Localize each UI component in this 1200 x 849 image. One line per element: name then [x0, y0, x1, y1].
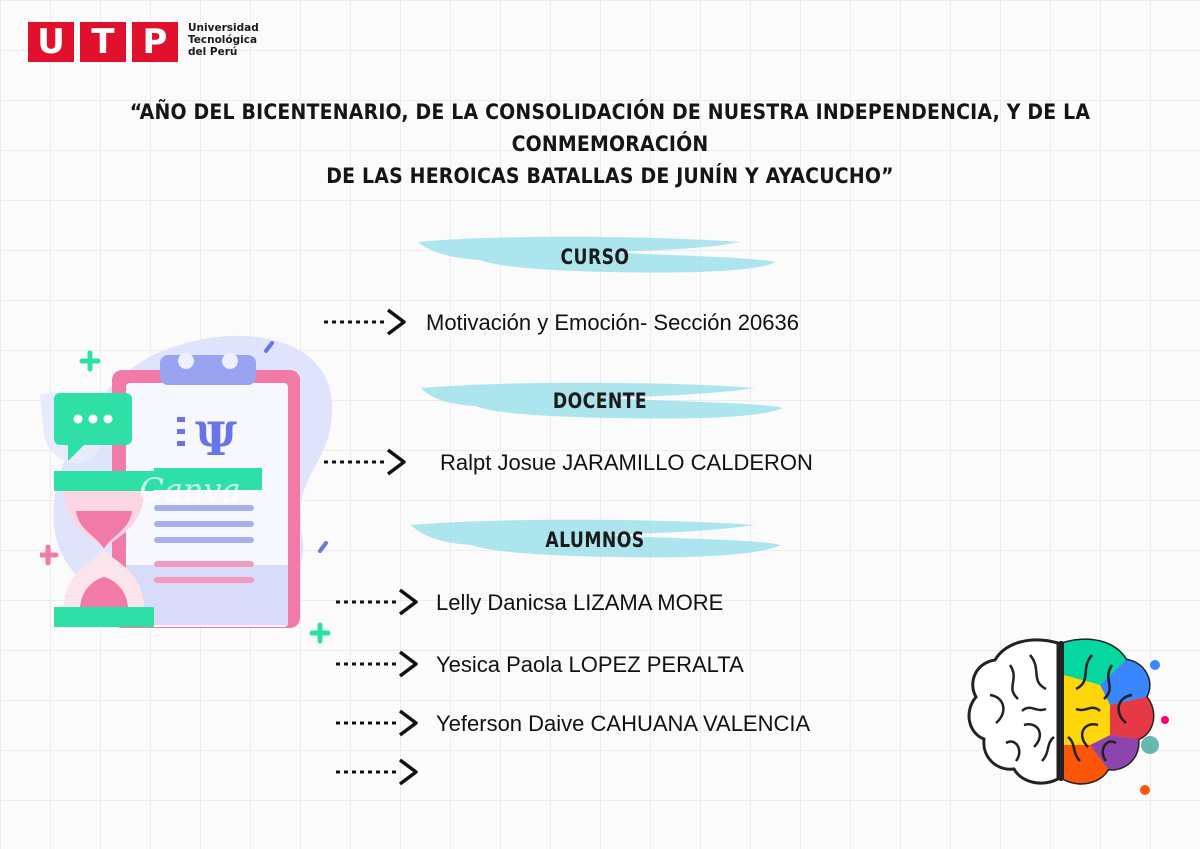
logo-letter-u: U — [28, 22, 74, 62]
docente-value: Ralpt Josue JARAMILLO CALDERON — [440, 450, 813, 475]
curso-value: Motivación y Emoción- Sección 20636 — [426, 310, 799, 335]
student-row — [334, 582, 814, 622]
title-line-2: DE LAS HEROICAS BATALLAS DE JUNÍN Y AYACUCHO” — [326, 164, 894, 188]
student-name: Yesica Paola LOPEZ PERALTA — [436, 652, 744, 677]
section-alumnos-label: ALUMNOS — [405, 513, 785, 573]
student-row — [334, 644, 834, 684]
student-name: Lelly Danicsa LIZAMA MORE — [436, 590, 724, 615]
page-title — [40, 96, 1180, 192]
curso-row — [322, 302, 882, 342]
logo-university-name: Universidad Tecnológica del Perú — [188, 22, 259, 58]
utp-logo — [28, 18, 268, 64]
section-docente-label: DOCENTE — [415, 374, 785, 434]
student-name: Yeferson Daive CAHUANA VALENCIA — [436, 711, 811, 736]
svg-text:Ψ: Ψ — [194, 412, 238, 466]
dotted-arrow-icon — [334, 754, 424, 790]
psychology-clipboard-icon — [40, 325, 340, 645]
dotted-arrow-icon — [334, 705, 424, 741]
dotted-arrow-icon — [334, 584, 424, 620]
student-row — [334, 703, 894, 743]
svg-text:Canva: Canva — [139, 471, 241, 509]
student-row — [334, 752, 834, 792]
section-curso-label: CURSO — [410, 230, 780, 290]
title-line-1: “AÑO DEL BICENTENARIO, DE LA CONSOLIDACIÓN DE NUESTRA INDEPENDENCIA, Y DE LA CONMEMORACIÓN — [129, 100, 1091, 156]
docente-row — [322, 442, 902, 482]
dotted-arrow-icon — [334, 646, 424, 682]
brain-icon — [950, 625, 1175, 805]
logo-letter-t: T — [80, 22, 126, 62]
logo-letter-p: P — [132, 22, 178, 62]
